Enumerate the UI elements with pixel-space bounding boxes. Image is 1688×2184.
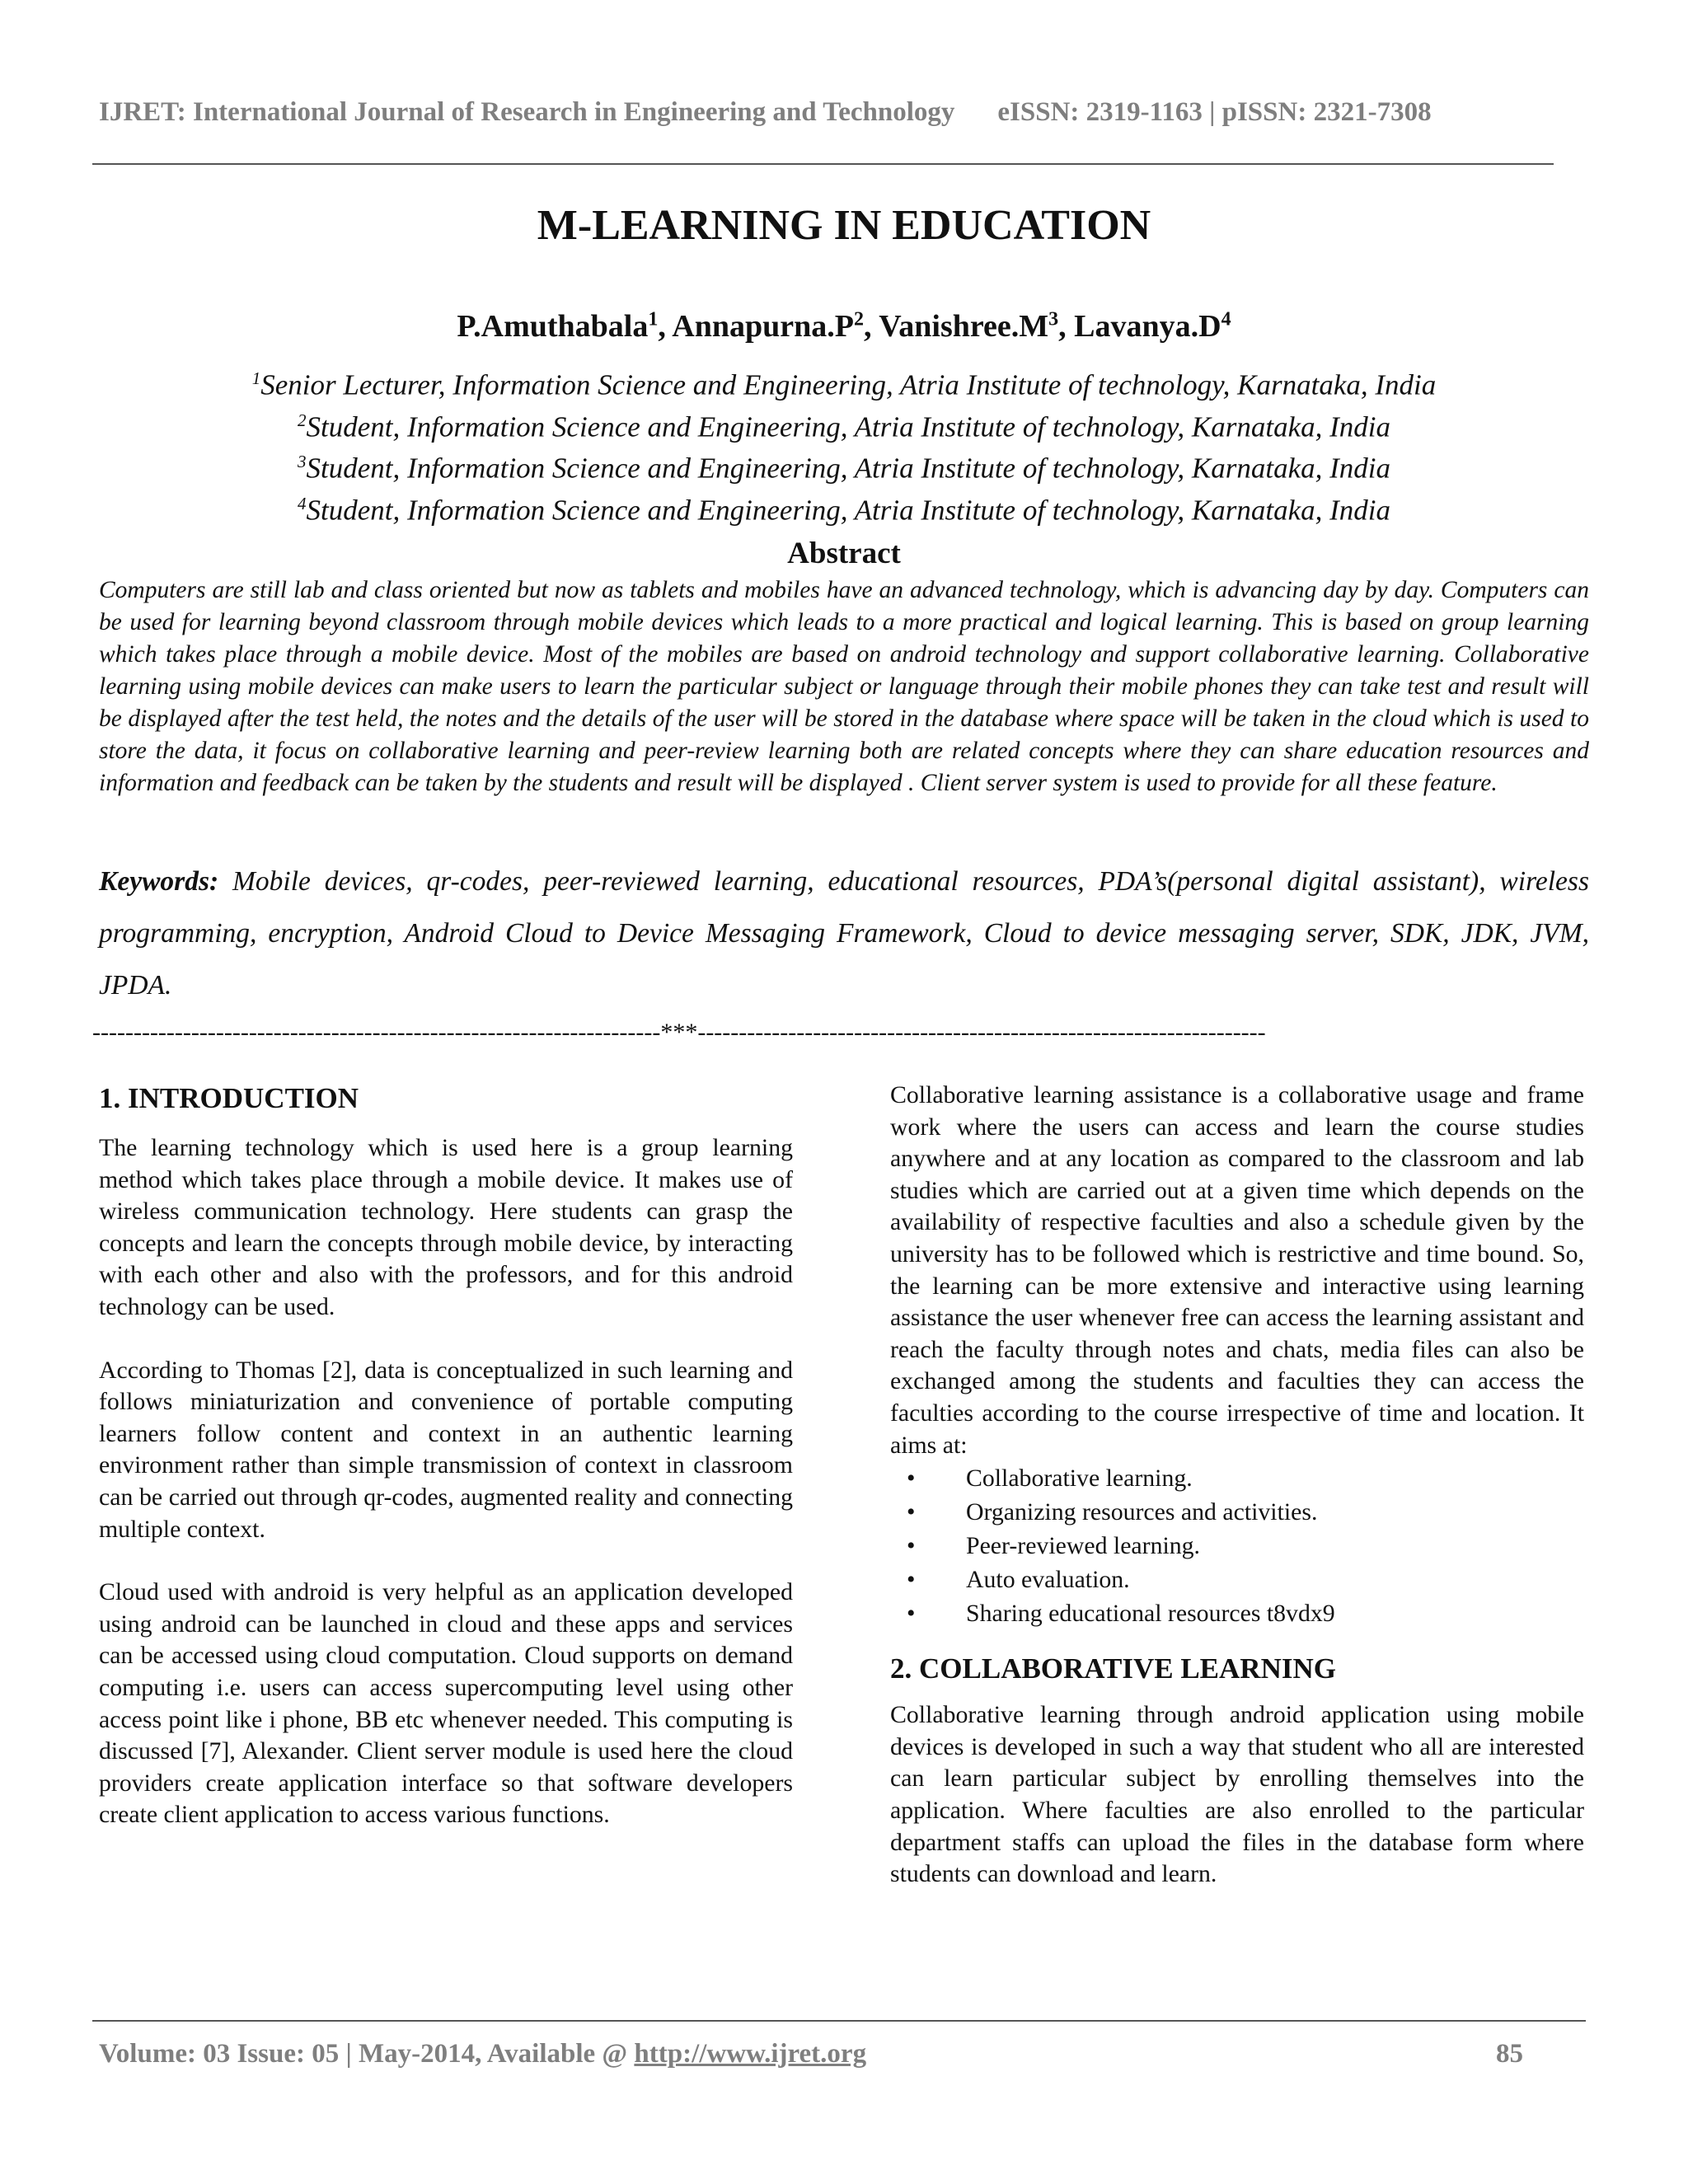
- journal-name: IJRET: International Journal of Research in Engineering and Technology: [99, 97, 955, 127]
- bullet-icon: •: [907, 1498, 916, 1526]
- aims-list: [890, 1461, 1584, 1630]
- affiliation: $^2$Student, Information Science and Engineering, Atria Institute of technology, Karnataka, India: [297, 410, 1391, 443]
- affiliation: $^4$Student, Information Science and Engineering, Atria Institute of technology, Karnataka, India: [297, 493, 1391, 527]
- paragraph: Cloud used with android is very helpful as an application developed using android can be launched in cloud and these apps and services can be accessed using cloud computation. Cloud supports on demand computing i.e. users can access supercomputing level using other access point like i phone, BB etc whenever needed. This computing is discussed [7], Alexander. Client server module is used here the cloud providers create application interface so that software developers create client application to access various functions.: [99, 1578, 793, 1829]
- volume-info: Volume: 03 Issue: 05 | May-2014, Available @: [99, 2039, 635, 2069]
- header-rule: [92, 163, 1554, 165]
- list-item: • Collaborative learning.: [890, 1461, 1584, 1495]
- section-heading-introduction: 1. INTRODUCTION: [99, 1082, 359, 1114]
- section-heading-collaborative-learning: 2. COLLABORATIVE LEARNING: [890, 1652, 1336, 1685]
- keywords-label: Keywords:: [99, 866, 219, 897]
- left-column: [99, 1080, 793, 1831]
- issn: eISSN: 2319-1163 | pISSN: 2321-7308: [997, 97, 1432, 127]
- footer-rule: [92, 2020, 1586, 2022]
- list-item: • Sharing educational resources t8vdx9: [890, 1596, 1584, 1630]
- author: $Annapurna.P^2$,: [672, 308, 879, 344]
- affiliation: $^3$Student, Information Science and Engineering, Atria Institute of technology, Karnataka, India: [297, 452, 1391, 485]
- running-header: [99, 97, 1582, 128]
- list-item: • Peer-reviewed learning.: [890, 1529, 1584, 1563]
- footer: [99, 2039, 1500, 2069]
- author: $Vanishree.M^3$,: [879, 308, 1075, 344]
- bullet-icon: •: [907, 1532, 916, 1560]
- keywords: [99, 855, 1589, 1011]
- author: P.Amuthabala$^1$,: [457, 308, 673, 344]
- journal-link[interactable]: http://www.ijret.org: [634, 2039, 867, 2069]
- list-item: • Organizing resources and activities.: [890, 1495, 1584, 1529]
- paragraph: Collaborative learning through android application using mobile devices is developed in such a way that student who all are interested can learn particular subject by enrolling themselves into the application. Where faculties are also enrolled to the particular department staffs can upload the files in the database form where students can download and learn.: [890, 1701, 1584, 1888]
- author-list: [0, 308, 1688, 344]
- bullet-icon: •: [907, 1465, 916, 1493]
- keywords-text: Mobile devices, qr-codes, peer-reviewed learning, educational resources, PDA’s(personal digital assistant), wireless programming, encryption, Android Cloud to Device Messaging Framework, Cloud to device messaging server, SDK, JDK, JVM, JPDA.: [99, 866, 1589, 1001]
- paragraph: Collaborative learning assistance is a collaborative usage and frame work where the users can access and learn the course studies anywhere and at any location as compared to the classroom and lab studies which are carried out at a given time which depends on the availability of respective faculties and also a schedule given by the university has to be followed which is restrictive and time bound. So, the learning can be more extensive and interactive using learning assistance the user whenever free can access the learning assistant and reach the faculty through notes and chats, media files can also be exchanged among the students and faculties they can access the faculties according to the course irrespective of time and location. It aims at:: [890, 1081, 1584, 1459]
- author: $Lavanya.D^4$: [1074, 308, 1231, 344]
- paragraph: According to Thomas [2], data is conceptualized in such learning and follows miniaturization and convenience of portable computing learners follow content and context in an authentic learning environment rather than simple transmission of context in classroom can be carried out through qr-codes, augmented reality and connecting multiple context.: [99, 1356, 793, 1543]
- affiliation: $^1$Senior Lecturer, Information Science and Engineering, Atria Institute of technology, Karnataka, India: [251, 368, 1437, 401]
- page-number: 85: [1496, 2039, 1523, 2069]
- paragraph: The learning technology which is used here is a group learning method which takes place through a mobile device. It makes use of wireless communication technology. Here students can grasp the concepts and learn the concepts through mobile device, by interacting with each other and also with the professors, and for this android technology can be used.: [99, 1134, 793, 1320]
- paper-title: M-LEARNING IN EDUCATION: [537, 202, 1151, 249]
- abstract-heading: Abstract: [787, 537, 901, 570]
- abstract-text: Computers are still lab and class oriented but now as tablets and mobiles have an advanced technology, which is advancing day by day. Computers can be used for learning beyond classroom through mobile devices which leads to a more practical and logical learning. This is based on group learning which takes place through a mobile device. Most of the mobiles are based on android technology and support collaborative learning. Collaborative learning using mobile devices can make users to learn the particular subject or language through their mobile phones they can take test and result will be displayed after the test held, the notes and the details of the user will be stored in the database where space will be taken in the cloud which is used to store the data, it focus on collaborative learning and peer-review learning both are related concepts where they can share education resources and information and feedback can be taken by the students and result will be displayed . Client server system is used to provide for all these feature.: [99, 577, 1589, 796]
- section-separator: ---------------------------------------------------------------------***---------------------------------------------------------------------: [92, 1019, 1266, 1046]
- bullet-icon: •: [907, 1600, 916, 1628]
- right-column: [890, 1080, 1584, 1891]
- bullet-icon: •: [907, 1566, 916, 1594]
- list-item: • Auto evaluation.: [890, 1563, 1584, 1596]
- affiliation-list: [0, 361, 1688, 528]
